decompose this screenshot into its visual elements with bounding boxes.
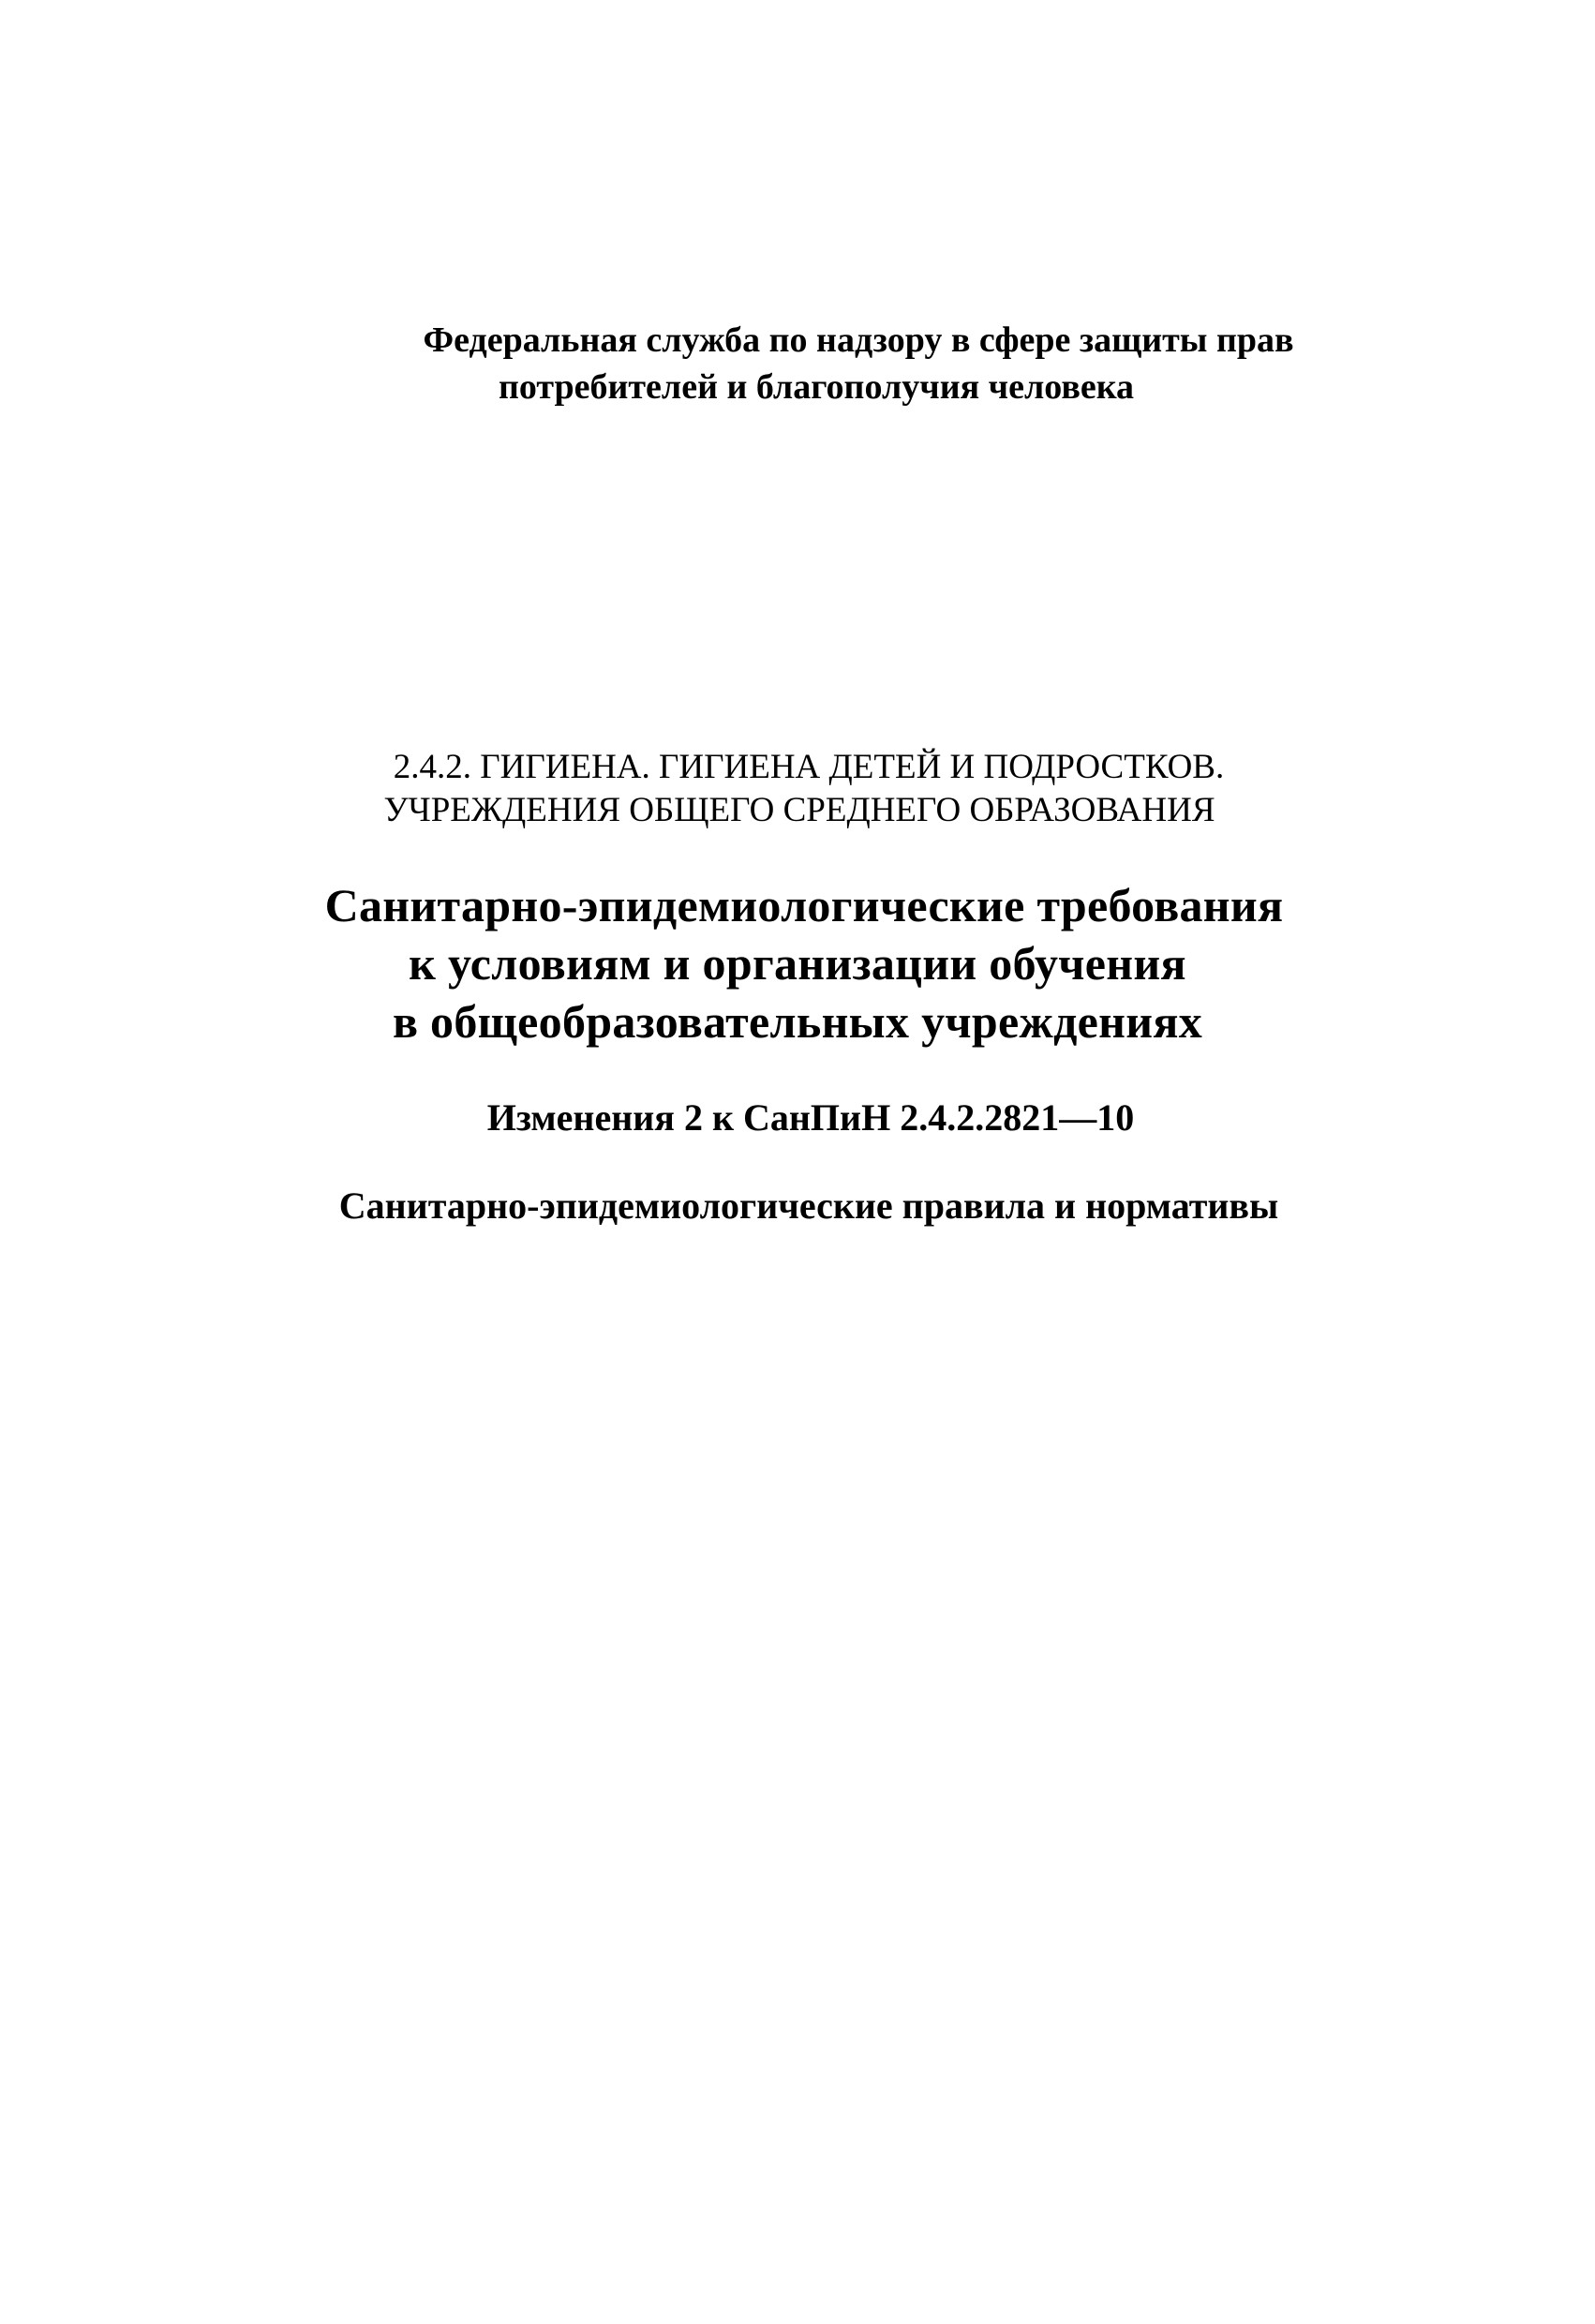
classification-heading	[0, 746, 1595, 832]
document-type-text: Санитарно-эпидемиологические правила и нормативы	[338, 1184, 1279, 1227]
amendment-subtitle	[0, 1095, 1595, 1141]
agency-heading	[0, 317, 1595, 410]
amendment-text: Изменения 2 к СанПиН 2.4.2.2821—10	[486, 1096, 1135, 1139]
agency-line-2: потребителей и благополучия человека	[498, 367, 1135, 407]
classification-line-1: 2.4.2. ГИГИЕНА. ГИГИЕНА ДЕТЕЙ И ПОДРОСТКОВ.	[393, 748, 1225, 786]
document-type	[0, 1183, 1595, 1229]
agency-line-1: Федеральная служба по надзору в сфере защиты прав	[423, 320, 1294, 360]
classification-line-2: УЧРЕЖДЕНИЯ ОБЩЕГО СРЕДНЕГО ОБРАЗОВАНИЯ	[383, 791, 1215, 829]
title-line-3: в общеобразовательных учреждениях	[392, 995, 1203, 1048]
title-line-2: к условиям и организации обучения	[409, 937, 1186, 990]
title-line-1: Санитарно-эпидемиологические требования	[324, 879, 1284, 931]
document-title	[0, 876, 1595, 1050]
